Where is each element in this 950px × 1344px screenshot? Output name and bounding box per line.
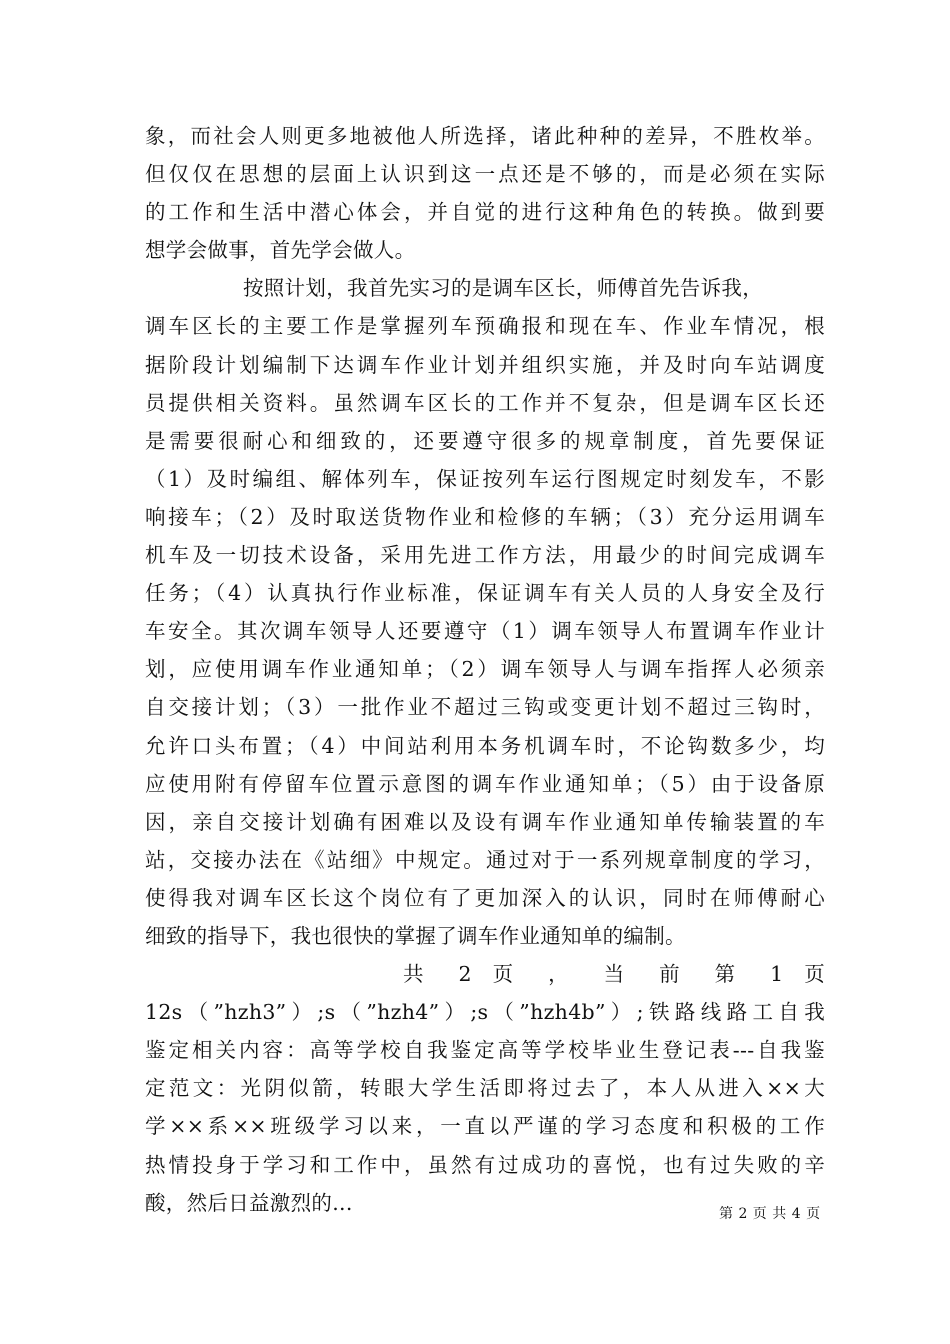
text-line: 应使用附有停留车位置示意图的调车作业通知单；（5）由于设备原 xyxy=(145,771,825,796)
text-line: 车安全。其次调车领导人还要遵守（1）调车领导人布置调车作业计 xyxy=(145,619,825,644)
text-line: 划，应使用调车作业通知单；（2）调车领导人与调车指挥人必须亲 xyxy=(145,657,825,682)
text-line: 机车及一切技术设备，采用先进工作方法，用最少的时间完成调车 xyxy=(145,543,825,568)
text-line: 象，而社会人则更多地被他人所选择，诸此种种的差异，不胜枚举。 xyxy=(145,124,825,148)
related-text-line: 鉴定相关内容：高等学校自我鉴定高等学校毕业生登记表---自我鉴 xyxy=(145,1038,825,1063)
text-line: 允许口头布置；（4）中间站利用本务机调车时，不论钩数多少，均 xyxy=(145,733,825,758)
text-line: 响接车；（2）及时取送货物作业和检修的车辆；（3）充分运用调车 xyxy=(145,504,825,529)
text-line: 是需要很耐心和细致的，还要遵守很多的规章制度，首先要保证 xyxy=(145,428,825,453)
page-current-label: 当 前 第 1 页 xyxy=(603,962,825,987)
related-text-line: 定范文：光阴似箭，转眼大学生活即将过去了，本人从进入××大 xyxy=(145,1076,825,1101)
text-line: 员提供相关资料。虽然调车区长的工作并不复杂，但是调车区长还 xyxy=(145,390,825,415)
text-line: 因，亲自交接计划确有困难以及设有调车作业通知单传输装置的车 xyxy=(145,809,825,834)
text-line: 想学会做事，首先学会做人。 xyxy=(145,238,416,263)
text-line: 使得我对调车区长这个岗位有了更加深入的认识，同时在师傅耐心 xyxy=(145,885,825,910)
related-text-line: 热情投身于学习和工作中，虽然有过成功的喜悦，也有过失败的辛 xyxy=(145,1152,825,1177)
text-line: 按照计划，我首先实习的是调车区长，师傅首先告诉我， xyxy=(243,276,763,301)
related-text-line: 学××系××班级学习以来，一直以严谨的学习态度和积极的工作 xyxy=(145,1114,825,1139)
text-line: （1）及时编组、解体列车，保证按列车运行图规定时刻发车，不影 xyxy=(145,466,825,491)
text-line: 细致的指导下，我也很快的掌握了调车作业通知单的编制。 xyxy=(145,923,686,948)
page-footer: 第 2 页 共 4 页 xyxy=(719,1206,821,1222)
text-line: 自交接计划；（3）一批作业不超过三钩或变更计划不超过三钩时， xyxy=(145,695,825,720)
related-text-line: 12s（”hzh3”）;s（”hzh4”）;s（”hzh4b”）;铁路线路工自我 xyxy=(145,1000,825,1025)
body-text xyxy=(145,117,825,1222)
text-line: 据阶段计划编制下达调车作业计划并组织实施，并及时向车站调度 xyxy=(145,352,825,377)
text-line: 站，交接办法在《站细》中规定。通过对于一系列规章制度的学习， xyxy=(145,847,825,872)
text-line: 调车区长的主要工作是掌握列车预确报和现在车、作业车情况，根 xyxy=(145,314,825,339)
related-text-line: 酸，然后日益激烈的... xyxy=(145,1190,353,1215)
text-line: 的工作和生活中潜心体会，并自觉的进行这种角色的转换。做到要 xyxy=(145,200,825,225)
page-counter xyxy=(145,955,825,993)
text-line: 任务；（4）认真执行作业标准，保证调车有关人员的人身安全及行 xyxy=(145,581,825,606)
text-line: 但仅仅在思想的层面上认识到这一点还是不够的，而是必须在实际 xyxy=(145,162,825,187)
page-total-label: 共 2 页 ， xyxy=(403,962,583,987)
